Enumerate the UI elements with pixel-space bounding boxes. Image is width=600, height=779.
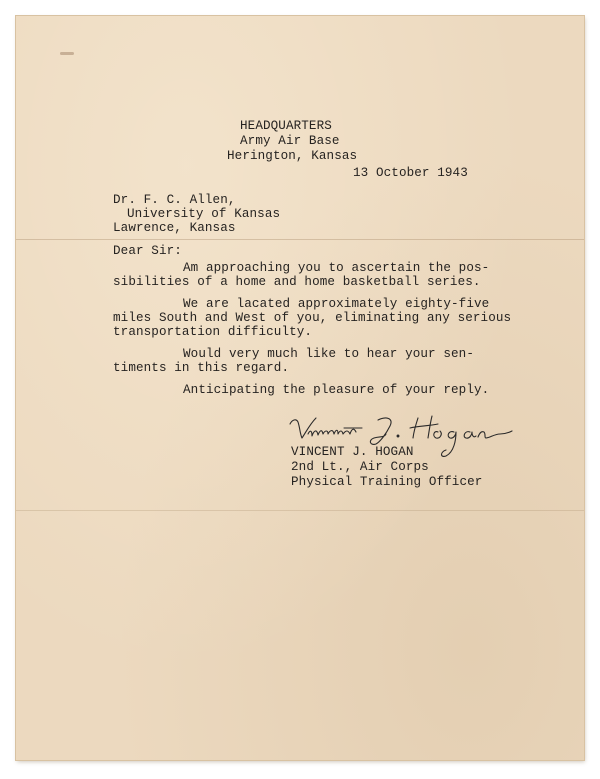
paper-mark xyxy=(60,52,74,55)
letter-date: 13 October 1943 xyxy=(353,166,468,180)
body-line: Am approaching you to ascertain the pos- xyxy=(183,261,490,275)
recipient-institution: University of Kansas xyxy=(127,207,281,221)
signatory-rank: 2nd Lt., Air Corps xyxy=(291,460,429,474)
signatory-name: VINCENT J. HOGAN xyxy=(291,445,414,459)
body-line: Would very much like to hear your sen- xyxy=(183,347,474,361)
salutation: Dear Sir: xyxy=(113,244,182,258)
signatory-title: Physical Training Officer xyxy=(291,475,483,489)
body-line: miles South and West of you, eliminating any serious xyxy=(113,311,512,325)
body-line: sibilities of a home and home basketball series. xyxy=(113,275,481,289)
letterhead-line-1: HEADQUARTERS xyxy=(240,119,332,133)
fold-line xyxy=(16,510,584,511)
body-line: transportation difficulty. xyxy=(113,325,313,339)
recipient-city: Lawrence, Kansas xyxy=(113,221,236,235)
body-line: We are lacated approximately eighty-five xyxy=(183,297,490,311)
body-line: timents in this regard. xyxy=(113,361,290,375)
body-line: Anticipating the pleasure of your reply. xyxy=(183,383,490,397)
letterhead-line-2: Army Air Base xyxy=(240,134,340,148)
fold-line xyxy=(16,239,584,240)
letterhead-line-3: Herington, Kansas xyxy=(227,149,358,163)
recipient-name: Dr. F. C. Allen, xyxy=(113,193,236,207)
